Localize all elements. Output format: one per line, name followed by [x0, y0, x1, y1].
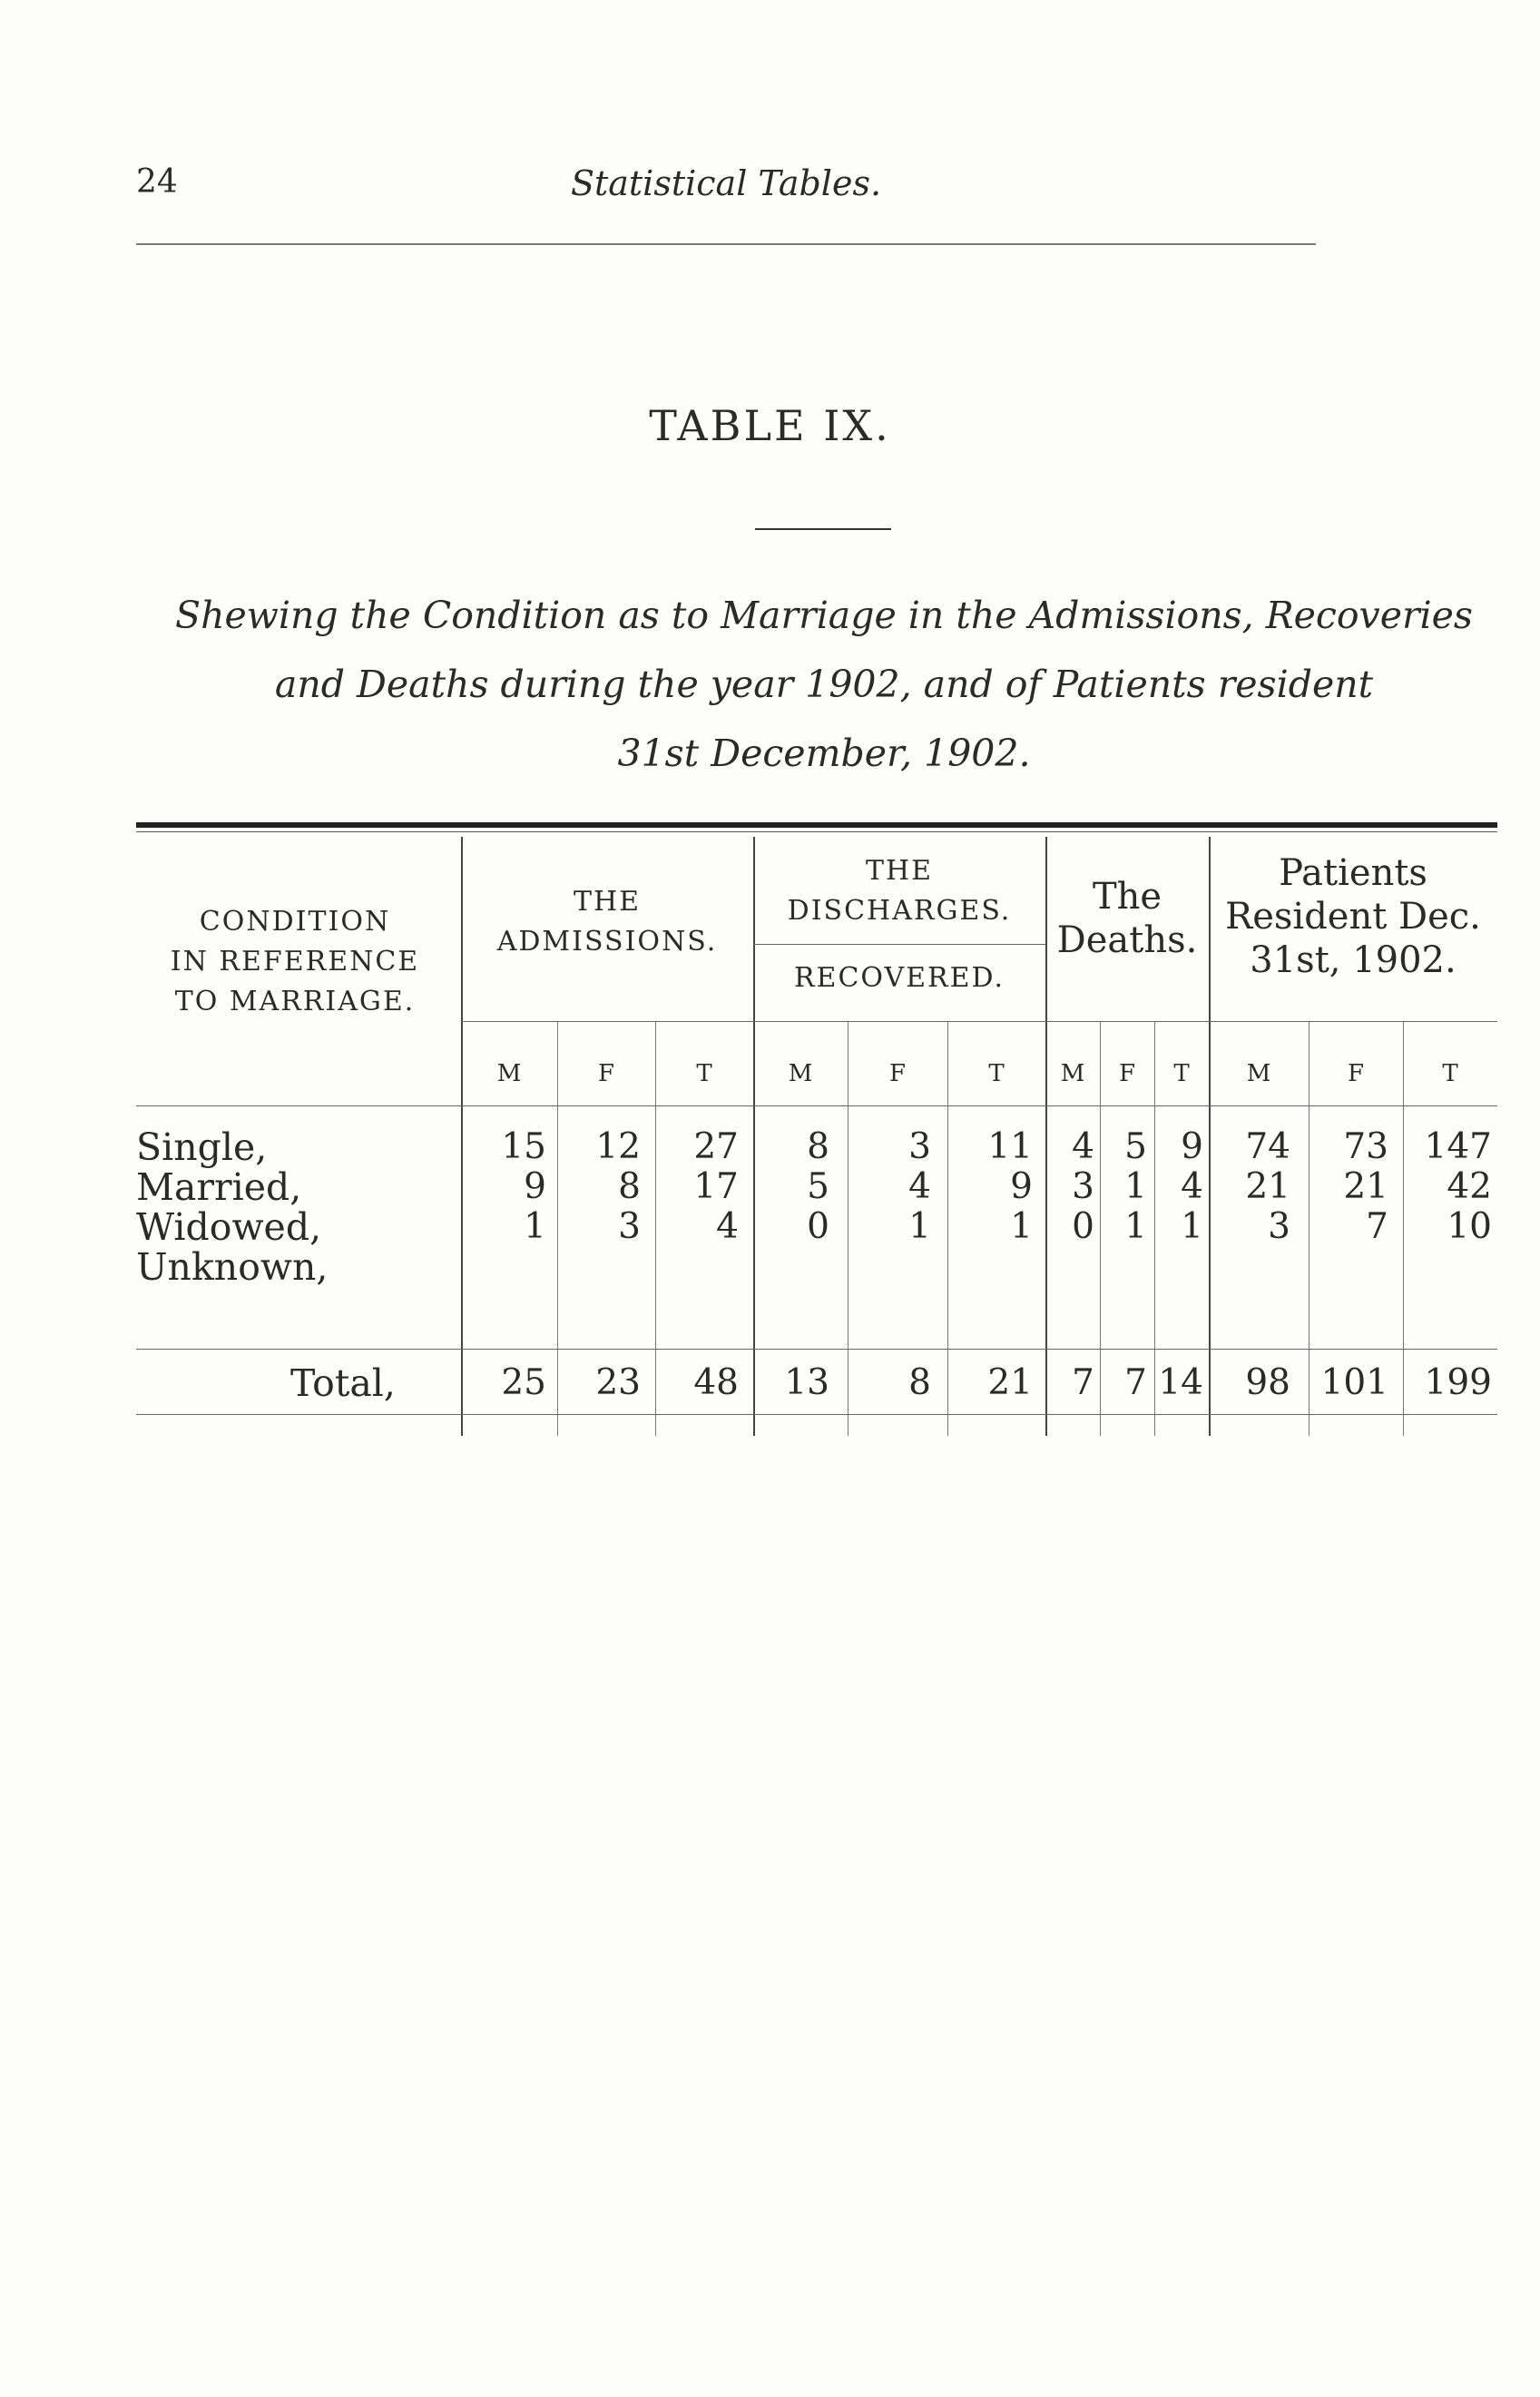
subheader-cell: T: [1173, 1060, 1190, 1087]
caption-line: 31st December, 1902.: [617, 732, 1031, 775]
table-cell: 0: [807, 1206, 829, 1247]
table-cell: 27: [693, 1126, 739, 1167]
marriage-table: [136, 817, 1497, 1434]
table-cell: 1: [1010, 1206, 1033, 1247]
total-cell: 23: [595, 1362, 641, 1403]
total-cell: 14: [1158, 1362, 1203, 1403]
total-cell: 199: [1424, 1362, 1492, 1403]
table-cell: 21: [1245, 1166, 1290, 1207]
subheader-cell: F: [1347, 1060, 1365, 1087]
row-label: Married,: [136, 1165, 302, 1209]
table-top-rule-thin: [136, 831, 1497, 832]
resident-header: Patients Resident Dec. 31st, 1902.: [1225, 852, 1481, 981]
table-caption: [134, 581, 1514, 788]
table-cell: 21: [1343, 1166, 1388, 1207]
table-cell: 1: [1124, 1166, 1147, 1207]
total-label: Total,: [290, 1361, 396, 1405]
table-cell: 3: [1072, 1166, 1094, 1207]
condition-header: CONDITION IN REFERENCE TO MARRIAGE.: [170, 906, 420, 1017]
total-rule: [136, 1349, 1497, 1350]
subheader-cell: M: [788, 1060, 813, 1087]
table-cell: 0: [1072, 1206, 1094, 1247]
table-cell: 11: [987, 1126, 1033, 1167]
table-cell: 15: [501, 1126, 546, 1167]
table-title: TABLE IX.: [649, 401, 891, 450]
subheader-cell: F: [1118, 1060, 1136, 1087]
table-cell: 17: [693, 1166, 739, 1207]
total-cell: 101: [1320, 1362, 1388, 1403]
header-bottom-rule: [136, 1105, 1497, 1106]
total-cell: 7: [1072, 1362, 1094, 1403]
table-cell: 7: [1366, 1206, 1388, 1247]
title-rule: [755, 528, 891, 530]
subheader-cell: F: [888, 1060, 907, 1087]
subheader-cell: F: [597, 1060, 615, 1087]
total-cell: 8: [908, 1362, 931, 1403]
row-label: Unknown,: [136, 1245, 329, 1289]
discharges-header: THE DISCHARGES.: [787, 855, 1012, 927]
table-cell: 8: [618, 1166, 641, 1207]
total-cell: 25: [501, 1362, 546, 1403]
table-cell: 1: [524, 1206, 546, 1247]
total-cell: 7: [1124, 1362, 1147, 1403]
running-title: Statistical Tables.: [570, 163, 882, 203]
table-cell: 5: [807, 1166, 829, 1207]
table-cell: 3: [1268, 1206, 1290, 1247]
admissions-header: THE ADMISSIONS.: [496, 886, 718, 958]
table-cell: 3: [618, 1206, 641, 1247]
table-cell: 74: [1245, 1126, 1290, 1167]
subheader-cell: M: [496, 1060, 522, 1087]
table-cell: 4: [1181, 1166, 1203, 1207]
table-top-rule: [136, 822, 1497, 828]
table-cell: 1: [908, 1206, 931, 1247]
recovered-header: RECOVERED.: [793, 962, 1005, 994]
page-number: 24: [136, 163, 178, 201]
total-cell: 48: [693, 1362, 739, 1403]
deaths-header: The Deaths.: [1056, 876, 1198, 961]
table-cell: 4: [908, 1166, 931, 1207]
table-cell: 4: [716, 1206, 739, 1247]
table-cell: 8: [807, 1126, 829, 1167]
total-cell: 21: [987, 1362, 1033, 1403]
table-cell: 9: [1010, 1166, 1033, 1207]
subheader-cell: T: [696, 1060, 712, 1087]
table-cell: 9: [1181, 1126, 1203, 1167]
subheader-cell: M: [1246, 1060, 1271, 1087]
table-cell: 1: [1124, 1206, 1147, 1247]
table-cell: 42: [1447, 1166, 1492, 1207]
table-cell: 73: [1343, 1126, 1388, 1167]
table-bottom-rule: [136, 1414, 1497, 1415]
total-cell: 13: [784, 1362, 829, 1403]
table-cell: 12: [595, 1126, 641, 1167]
subheader-cell: T: [988, 1060, 1005, 1087]
total-cell: 98: [1245, 1362, 1290, 1403]
table-cell: 1: [1181, 1206, 1203, 1247]
row-label: Single,: [136, 1125, 268, 1169]
running-head: [136, 163, 1316, 218]
table-cell: 10: [1447, 1206, 1492, 1247]
table-cell: 9: [524, 1166, 546, 1207]
table-cell: 5: [1124, 1126, 1147, 1167]
recovered-rule: [753, 944, 1045, 945]
caption-line: and Deaths during the year 1902, and of Patients resident: [274, 663, 1374, 706]
subheader-cell: T: [1442, 1060, 1458, 1087]
table-cell: 4: [1072, 1126, 1094, 1167]
table-cell: 3: [908, 1126, 931, 1167]
caption-line: Shewing the Condition as to Marriage in the Admissions, Recoveries: [175, 594, 1473, 637]
table-cell: 147: [1424, 1126, 1492, 1167]
subheader-cell: M: [1060, 1060, 1085, 1087]
row-label: Widowed,: [136, 1205, 322, 1249]
header-rule: [136, 243, 1316, 245]
subheader-top-rule: [461, 1021, 1497, 1022]
